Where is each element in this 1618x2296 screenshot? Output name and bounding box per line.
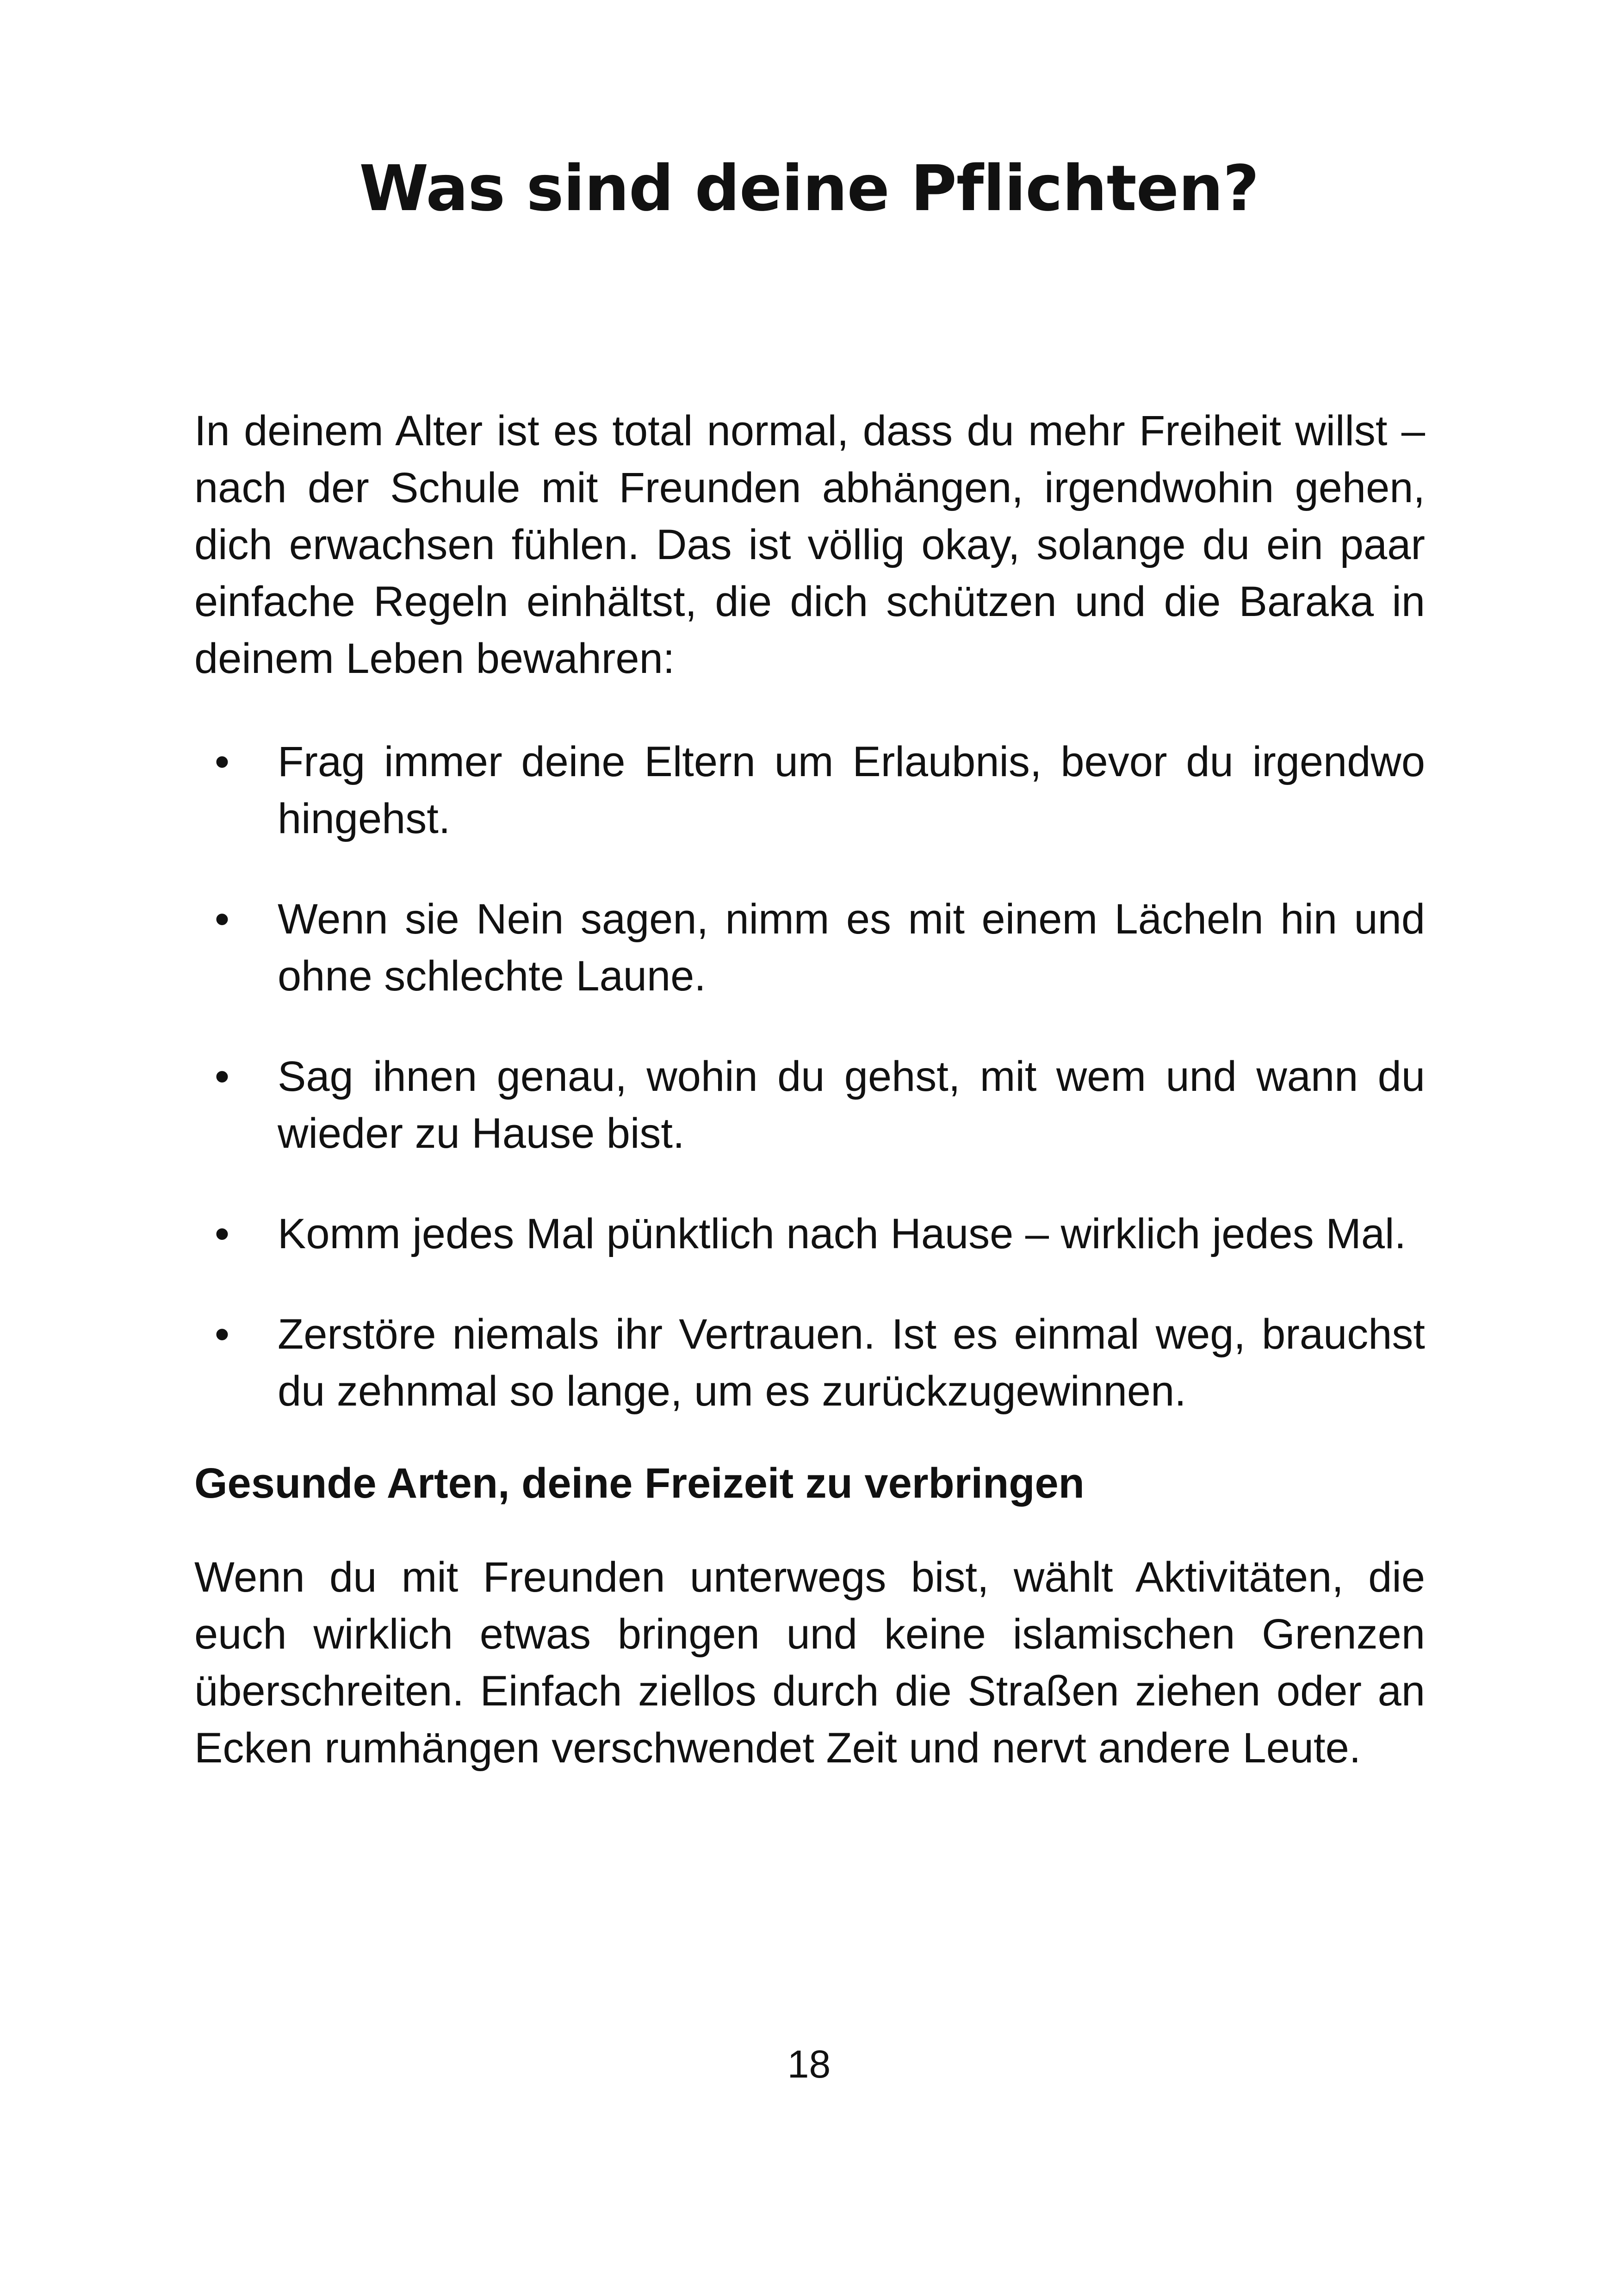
list-item-text: Komm jedes Mal pünktlich nach Hause – wirklich jedes Mal.	[278, 1210, 1407, 1257]
body-content	[194, 403, 1425, 1777]
list-item-text: Sag ihnen genau, wohin du gehst, mit wem und wann du wieder zu Hause bist.	[278, 1053, 1425, 1157]
list-item-text: Zerstöre niemals ihr Vertrauen. Ist es einmal weg, brauchst du zehnmal so lange, um es zurückzugewinnen.	[278, 1311, 1425, 1415]
intro-paragraph: In deinem Alter ist es total normal, dass du mehr Freiheit willst – nach der Schule mit Freunden abhängen, irgendwohin gehen, dich erwachsen fühlen. Das ist völlig okay, solange du ein paar einfache Regeln einhältst, die dich schützen und die Baraka in deinem Leben bewahren:	[194, 407, 1425, 682]
list-item	[194, 891, 1425, 1005]
bullet-icon: •	[214, 1053, 230, 1100]
bullet-icon: •	[214, 896, 230, 943]
bullet-icon: •	[214, 738, 230, 785]
list-item	[194, 1206, 1425, 1263]
page-number: 18	[787, 2042, 831, 2086]
bullet-icon: •	[214, 1210, 230, 1257]
list-item-text: Wenn sie Nein sagen, nimm es mit einem Lächeln hin und ohne schlechte Laune.	[278, 896, 1425, 1000]
list-item-text: Frag immer deine Eltern um Erlaubnis, bevor du irgendwo hingehst.	[278, 738, 1425, 842]
bullet-icon: •	[214, 1311, 230, 1358]
list-item	[194, 1306, 1425, 1420]
list-item	[194, 734, 1425, 847]
list-item	[194, 1048, 1425, 1162]
section-subheading: Gesunde Arten, deine Freizeit zu verbringen	[194, 1460, 1085, 1507]
closing-paragraph: Wenn du mit Freunden unterwegs bist, wählt Aktivitäten, die euch wirklich etwas bringen und keine islamischen Grenzen überschreiten. Einfach ziellos durch die Straßen ziehen oder an Ecken rumhängen verschwendet Zeit und nervt andere Leute.	[194, 1554, 1425, 1772]
page-title: Was sind deine Pflichten?	[359, 152, 1259, 225]
rules-list	[194, 734, 1425, 1420]
